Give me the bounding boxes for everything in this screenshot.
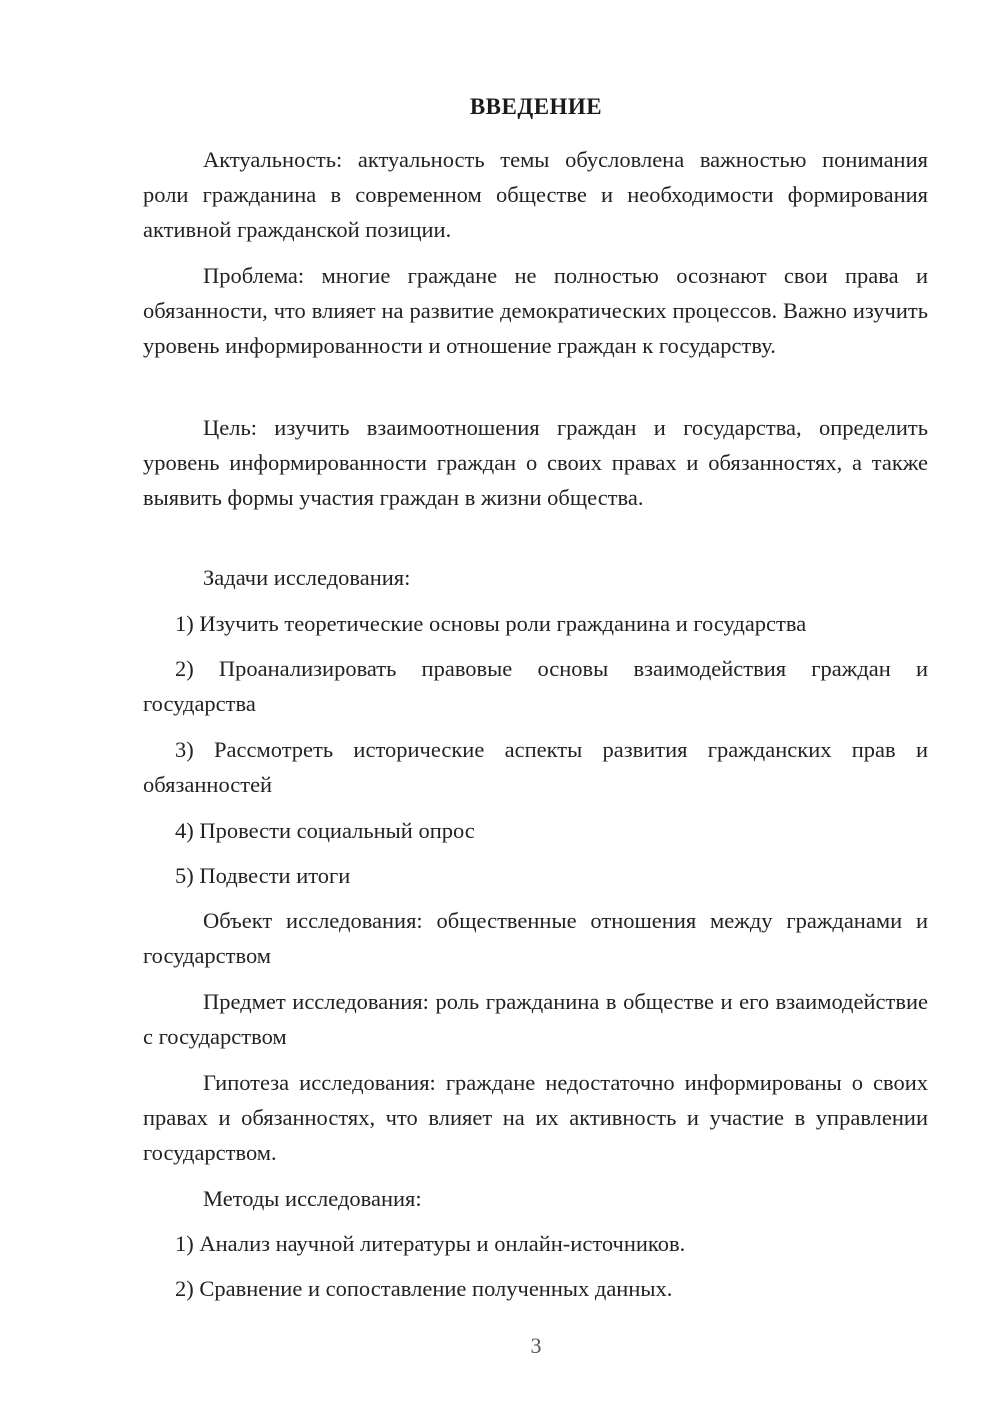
object-paragraph: Объект исследования: общественные отношения между гражданами и государством bbox=[143, 908, 928, 968]
relevance-paragraph: Актуальность: актуальность темы обусловлена важностью понимания роли гражданина в современном обществе и необходимости формирования активной гражданской позиции. bbox=[143, 147, 928, 242]
subject-paragraph: Предмет исследования: роль гражданина в обществе и его взаимодействие с государством bbox=[143, 989, 928, 1049]
hypothesis-paragraph: Гипотеза исследования: граждане недостаточно информированы о своих правах и обязанностях, что влияет на их активность и участие в управлении государством. bbox=[143, 1070, 928, 1165]
page-number: 3 bbox=[530, 1333, 542, 1358]
page-title: ВВЕДЕНИЕ bbox=[469, 94, 603, 119]
methods-heading: Методы исследования: bbox=[203, 1186, 422, 1211]
method-item-2: 2) Сравнение и сопоставление полученных данных. bbox=[175, 1276, 673, 1301]
task-item-2: 2) Проанализировать правовые основы взаимодействия граждан и государства bbox=[143, 656, 928, 716]
method-item-1: 1) Анализ научной литературы и онлайн-источников. bbox=[175, 1231, 686, 1256]
goal-paragraph: Цель: изучить взаимоотношения граждан и государства, определить уровень информированности граждан о своих правах и обязанностях, а также выявить формы участия граждан в жизни общества. bbox=[143, 415, 928, 510]
task-item-1: 1) Изучить теоретические основы роли гражданина и государства bbox=[175, 611, 807, 636]
problem-paragraph: Проблема: многие граждане не полностью осознают свои права и обязанности, что влияет на развитие демократических процессов. Важно изучить уровень информированности и отношение граждан к государству. bbox=[143, 263, 928, 358]
task-item-4: 4) Провести социальный опрос bbox=[175, 818, 475, 843]
task-item-3: 3) Рассмотреть исторические аспекты развития гражданских прав и обязанностей bbox=[143, 737, 928, 797]
tasks-heading: Задачи исследования: bbox=[203, 565, 411, 590]
task-item-5: 5) Подвести итоги bbox=[175, 863, 351, 888]
